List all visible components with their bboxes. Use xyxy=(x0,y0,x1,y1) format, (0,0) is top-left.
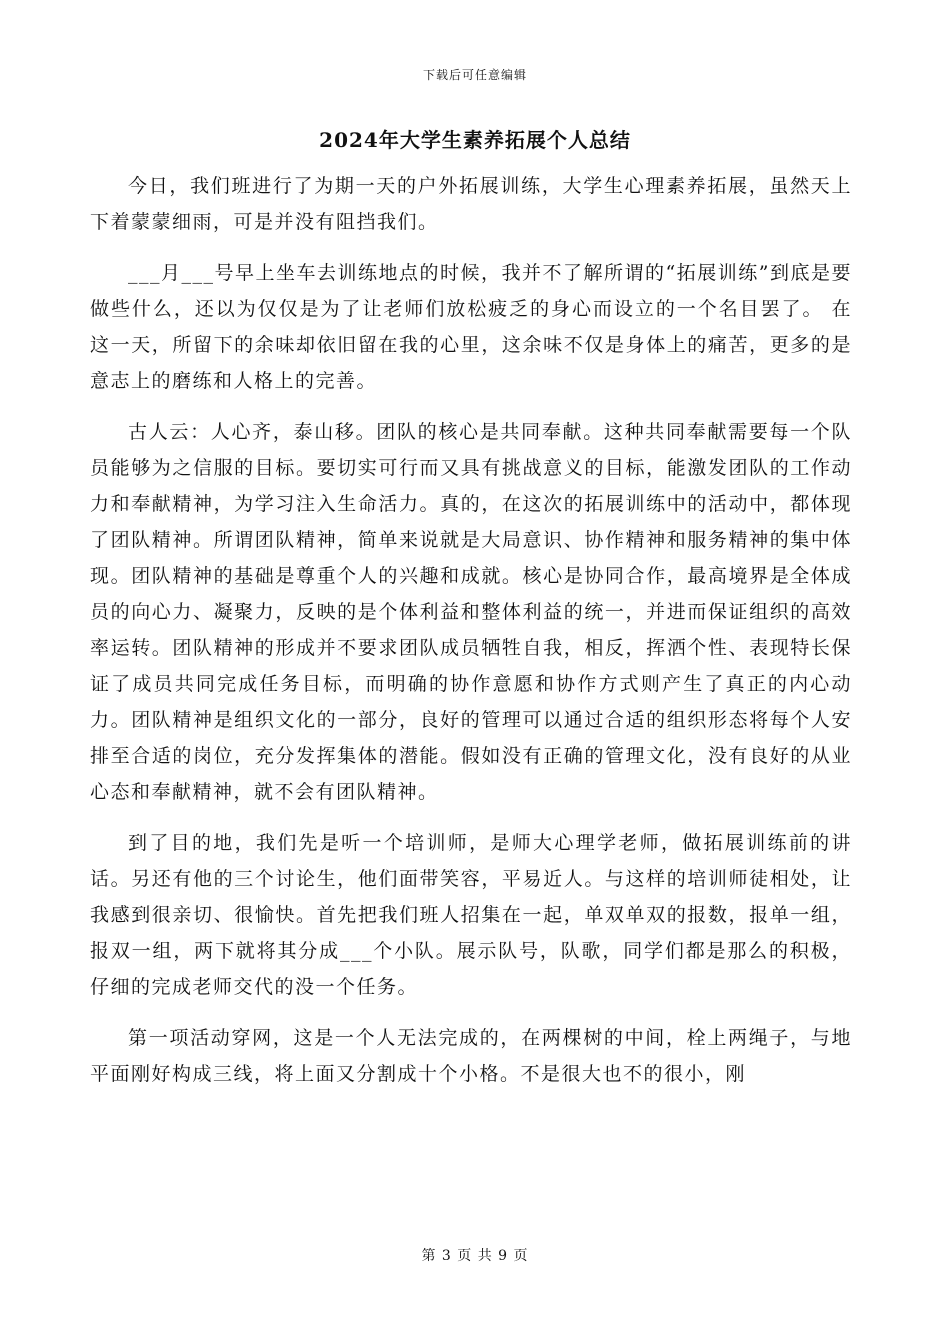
paragraph-3: 古人云：人心齐，泰山移。团队的核心是共同奉献。这种共同奉献需要每一个队员能够为之信服的目标。要切实可行而又具有挑战意义的目标，能激发团队的工作动力和奉献精神，为学习注入生命活力。真的，在这次的拓展训练中的活动中，都体现了团队精神。所谓团队精神，简单来说就是大局意识、协作精神和服务精神的集中体现。团队精神的基础是尊重个人的兴趣和成就。核心是协同合作，最高境界是全体成员的向心力、凝聚力，反映的是个体利益和整体利益的统一，并进而保证组织的高效率运转。团队精神的形成并不要求团队成员牺牲自我，相反，挥洒个性、表现特长保证了成员共同完成任务目标，而明确的协作意愿和协作方式则产生了真正的内心动力。团队精神是组织文化的一部分，良好的管理可以通过合适的组织形态将每个人安排至合适的岗位，充分发挥集体的潜能。假如没有正确的管理文化，没有良好的从业心态和奉献精神，就不会有团队精神。 xyxy=(90,421,852,803)
document-title: 2024年大学生素养拓展个人总结 xyxy=(319,128,631,152)
header-note: 下载后可任意编辑 xyxy=(422,68,527,82)
page-number-footer: 第 3 页 共 9 页 xyxy=(421,1248,529,1264)
paragraph-4: 到了目的地，我们先是听一个培训师，是师大心理学老师，做拓展训练前的讲话。另还有他的三个讨论生，他们面带笑容，平易近人。与这样的培训师徒相处，让我感到很亲切、很愉快。首先把我们班人招集在一起，单双单双的报数，报单一组，报双一组，两下就将其分成___个小队。展示队号，队歌，同学们都是那么的积极，仔细的完成老师交代的没一个任务。 xyxy=(90,832,852,998)
paragraph-1: 今日，我们班进行了为期一天的户外拓展训练，大学生心理素养拓展，虽然天上下着蒙蒙细雨，可是并没有阻挡我们。 xyxy=(90,175,852,233)
paragraph-5: 第一项活动穿网，这是一个人无法完成的，在两棵树的中间，栓上两绳子，与地平面刚好构成三线，将上面又分割成十个小格。不是很大也不的很小，刚 xyxy=(90,1027,852,1085)
paragraph-2: ___月___号早上坐车去训练地点的时候，我并不了解所谓的“拓展训练”到底是要做些什么，还以为仅仅是为了让老师们放松疲乏的身心而设立的一个名目罢了。 在这一天，所留下的余味却依旧留在我的心里，这余味不仅是身体上的痛苦，更多的是意志上的磨练和人格上的完善。 xyxy=(90,262,852,392)
document-body xyxy=(90,168,852,1107)
